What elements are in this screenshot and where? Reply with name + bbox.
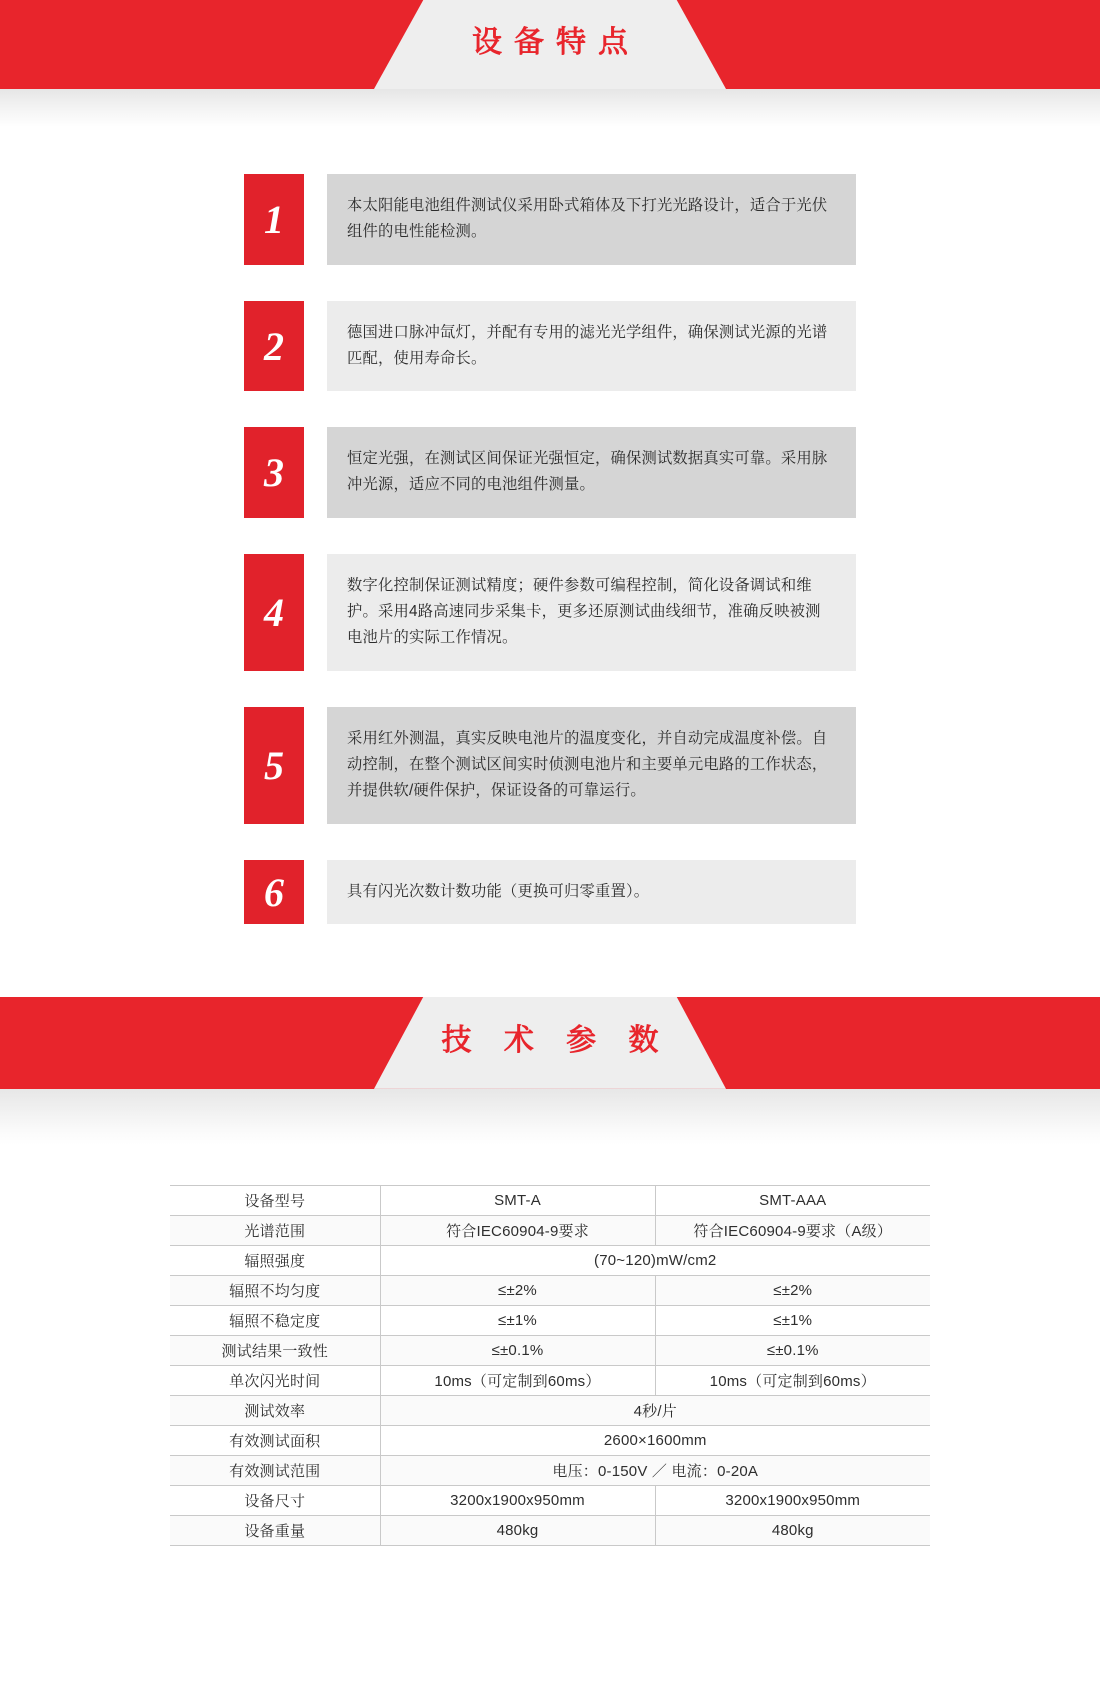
row-value-merged: (70~120)mW/cm2	[380, 1245, 930, 1275]
feature-number-badge-6: 6	[244, 860, 304, 924]
row-value-col1: 480kg	[380, 1515, 655, 1545]
row-value-col1: ≤±2%	[380, 1275, 655, 1305]
row-label: 辐照不均匀度	[170, 1275, 380, 1305]
features-list	[0, 127, 1100, 924]
section-spacer	[0, 924, 1100, 997]
table-row	[170, 1335, 930, 1365]
row-value-col1: 3200x1900x950mm	[380, 1485, 655, 1515]
feature-item-3	[244, 427, 856, 518]
banner-bottom-gradient-2	[0, 1089, 1100, 1145]
row-value-col2: ≤±0.1%	[655, 1335, 930, 1365]
banner-bottom-gradient	[0, 89, 1100, 127]
row-value-col1: SMT-A	[380, 1185, 655, 1215]
feature-number-badge-1: 1	[244, 174, 304, 265]
parameters-table-wrapper	[0, 1145, 1100, 1546]
row-label: 有效测试范围	[170, 1455, 380, 1485]
feature-text-6: 具有闪光次数计数功能（更换可归零重置）。	[327, 860, 856, 924]
table-row	[170, 1185, 930, 1215]
row-label: 测试结果一致性	[170, 1335, 380, 1365]
row-label: 辐照强度	[170, 1245, 380, 1275]
table-row	[170, 1515, 930, 1545]
feature-text-2: 德国进口脉冲氙灯，并配有专用的滤光光学组件，确保测试光源的光谱匹配，使用寿命长。	[327, 301, 856, 392]
feature-number-badge-2: 2	[244, 301, 304, 392]
feature-number-badge-4: 4	[244, 554, 304, 671]
table-row	[170, 1365, 930, 1395]
row-label: 设备尺寸	[170, 1485, 380, 1515]
feature-item-6	[244, 860, 856, 924]
feature-text-3: 恒定光强，在测试区间保证光强恒定，确保测试数据真实可靠。采用脉冲光源，适应不同的电池组件测量。	[327, 427, 856, 518]
features-section-banner	[0, 0, 1100, 89]
row-label: 辐照不稳定度	[170, 1305, 380, 1335]
table-row	[170, 1485, 930, 1515]
row-value-col2: 符合IEC60904-9要求（A级）	[655, 1215, 930, 1245]
row-label: 单次闪光时间	[170, 1365, 380, 1395]
table-row	[170, 1305, 930, 1335]
feature-number-badge-3: 3	[244, 427, 304, 518]
row-value-col2: ≤±2%	[655, 1275, 930, 1305]
row-label: 测试效率	[170, 1395, 380, 1425]
row-value-merged: 2600×1600mm	[380, 1425, 930, 1455]
feature-number-badge-5: 5	[244, 707, 304, 824]
feature-item-2	[244, 301, 856, 392]
feature-text-4: 数字化控制保证测试精度；硬件参数可编程控制，简化设备调试和维护。采用4路高速同步采集卡，更多还原测试曲线细节，准确反映被测电池片的实际工作情况。	[327, 554, 856, 671]
row-label: 设备重量	[170, 1515, 380, 1545]
table-row	[170, 1425, 930, 1455]
parameters-table	[170, 1185, 930, 1546]
row-value-col1: ≤±0.1%	[380, 1335, 655, 1365]
row-value-merged: 电压：0-150V ／ 电流：0-20A	[380, 1455, 930, 1485]
table-row	[170, 1215, 930, 1245]
row-value-col2: SMT-AAA	[655, 1185, 930, 1215]
row-value-merged: 4秒/片	[380, 1395, 930, 1425]
row-value-col1: 符合IEC60904-9要求	[380, 1215, 655, 1245]
row-value-col2: 10ms（可定制到60ms）	[655, 1365, 930, 1395]
feature-item-4	[244, 554, 856, 671]
feature-text-1: 本太阳能电池组件测试仪采用卧式箱体及下打光光路设计，适合于光伏组件的电性能检测。	[327, 174, 856, 265]
row-label: 设备型号	[170, 1185, 380, 1215]
features-section-title: 设备特点	[472, 25, 640, 59]
row-value-col2: 3200x1900x950mm	[655, 1485, 930, 1515]
row-value-col1: ≤±1%	[380, 1305, 655, 1335]
feature-item-5	[244, 707, 856, 824]
parameters-section-title: 技 术 参 数	[441, 1023, 671, 1057]
row-value-col1: 10ms（可定制到60ms）	[380, 1365, 655, 1395]
feature-text-5: 采用红外测温，真实反映电池片的温度变化，并自动完成温度补偿。自动控制，在整个测试区间实时侦测电池片和主要单元电路的工作状态，并提供软/硬件保护，保证设备的可靠运行。	[327, 707, 856, 824]
table-row	[170, 1245, 930, 1275]
row-label: 有效测试面积	[170, 1425, 380, 1455]
row-value-col2: ≤±1%	[655, 1305, 930, 1335]
table-row	[170, 1395, 930, 1425]
feature-item-1	[244, 174, 856, 265]
row-value-col2: 480kg	[655, 1515, 930, 1545]
table-row	[170, 1455, 930, 1485]
row-label: 光谱范围	[170, 1215, 380, 1245]
parameters-section-banner	[0, 997, 1100, 1089]
table-row	[170, 1275, 930, 1305]
